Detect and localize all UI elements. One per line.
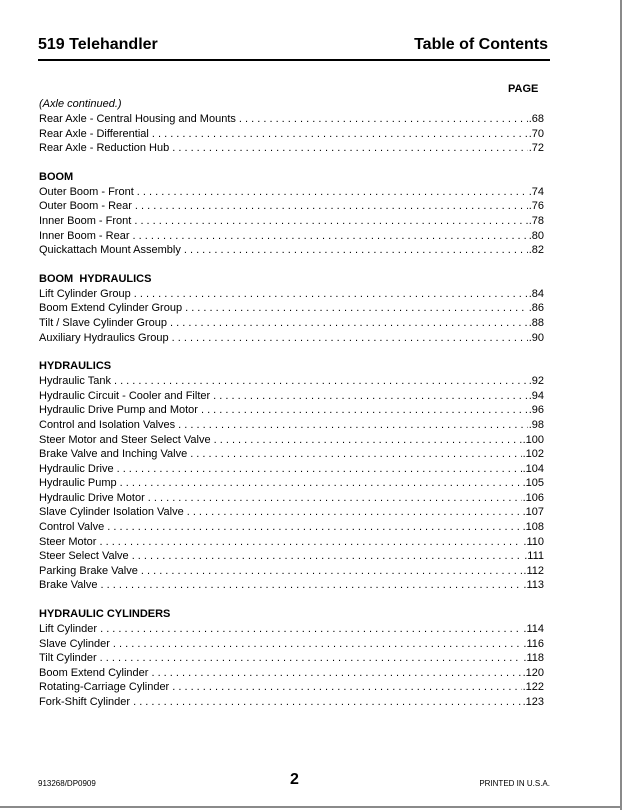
dot-leader: [213, 389, 528, 404]
toc-entry-page: .102: [522, 448, 544, 461]
toc-entry-label: Hydraulic Circuit - Cooler and Filter: [39, 389, 211, 402]
toc-entry[interactable]: [39, 505, 544, 520]
toc-entry[interactable]: [39, 695, 544, 710]
dot-leader: [141, 564, 523, 579]
toc-entry[interactable]: [39, 185, 544, 200]
toc-entry-label: Brake Valve and Inching Valve: [39, 448, 188, 461]
toc-entry-page: .104: [522, 462, 544, 475]
dot-leader: [134, 214, 527, 229]
table-of-contents: [39, 97, 544, 724]
toc-entry-page: .112: [523, 564, 544, 577]
toc-entry-page: .114: [523, 623, 544, 636]
dot-leader: [184, 243, 528, 258]
toc-entry[interactable]: [39, 637, 544, 652]
toc-group: [39, 272, 544, 345]
toc-entry-label: Outer Boom - Rear: [39, 200, 132, 213]
toc-entry-label: Lift Cylinder: [39, 623, 98, 636]
dot-leader: [137, 185, 528, 200]
toc-entry-label: Auxiliary Hydraulics Group: [39, 331, 169, 344]
toc-entry-page: .111: [524, 550, 544, 563]
toc-entry-page: .98: [528, 418, 544, 431]
dot-leader: [170, 316, 528, 331]
dot-leader: [152, 127, 528, 142]
toc-entry-label: Tilt Cylinder: [39, 652, 97, 665]
toc-entry[interactable]: [39, 491, 544, 506]
dot-leader: [239, 112, 528, 127]
toc-entry-page: .122: [522, 681, 544, 694]
toc-entry-label: Brake Valve: [39, 579, 98, 592]
toc-entry-page: .120: [522, 666, 544, 679]
toc-entry[interactable]: [39, 651, 544, 666]
dot-leader: [172, 680, 521, 695]
toc-entry-label: Hydraulic Pump: [39, 477, 117, 490]
page-column-label: PAGE: [508, 83, 539, 95]
toc-entry[interactable]: [39, 214, 544, 229]
dot-leader: [148, 491, 522, 506]
toc-entry[interactable]: [39, 403, 544, 418]
dot-leader: [190, 447, 521, 462]
toc-entry-label: Rear Axle - Differential: [39, 127, 149, 140]
toc-entry-label: Boom Extend Cylinder Group: [39, 302, 183, 315]
section-title: Table of Contents: [414, 36, 548, 53]
toc-entry-label: Lift Cylinder Group: [39, 287, 131, 300]
toc-entry[interactable]: [39, 680, 544, 695]
toc-entry[interactable]: [39, 535, 544, 550]
toc-entry-page: .94: [528, 389, 544, 402]
toc-entry[interactable]: [39, 141, 544, 156]
toc-entry-label: Hydraulic Drive Motor: [39, 491, 145, 504]
dot-leader: [120, 476, 522, 491]
header-divider: [38, 59, 550, 61]
dot-leader: [107, 520, 521, 535]
dot-leader: [172, 141, 527, 156]
toc-entry[interactable]: [39, 301, 544, 316]
toc-entry-label: Hydraulic Drive: [39, 462, 114, 475]
toc-entry-label: Tilt / Slave Cylinder Group: [39, 316, 167, 329]
toc-entry-label: Hydraulic Drive Pump and Motor: [39, 404, 198, 417]
toc-entry-label: Control Valve: [39, 521, 105, 534]
toc-entry-page: .68: [528, 113, 544, 125]
dot-leader: [135, 199, 528, 214]
toc-entry[interactable]: [39, 287, 544, 302]
toc-entry-label: Steer Motor: [39, 535, 97, 548]
toc-entry-label: Boom Extend Cylinder: [39, 666, 149, 679]
toc-entry-label: Steer Motor and Steer Select Valve: [39, 433, 211, 446]
toc-entry-label: Inner Boom - Front: [39, 214, 132, 227]
toc-entry-page: .116: [523, 637, 544, 650]
toc-entry[interactable]: [39, 564, 544, 579]
toc-entry-page: .70: [528, 127, 544, 140]
toc-entry-page: .78: [528, 214, 544, 227]
toc-entry[interactable]: [39, 433, 544, 448]
toc-group-heading: HYDRAULIC CYLINDERS: [39, 608, 171, 621]
toc-group-heading: BOOM HYDRAULICS: [39, 272, 152, 285]
page-header: [38, 36, 548, 58]
toc-entry-label: Quickattach Mount Assembly: [39, 244, 181, 257]
dot-leader: [132, 229, 527, 244]
dot-leader: [99, 535, 522, 550]
toc-entry-page: .118: [523, 652, 544, 665]
toc-group: [39, 607, 544, 710]
toc-entry[interactable]: [39, 666, 544, 681]
document-number: 913268/DP0909: [38, 779, 96, 788]
toc-entry-page: .113: [523, 579, 544, 592]
toc-entry-label: Inner Boom - Rear: [39, 229, 130, 242]
toc-entry-page: .110: [523, 535, 544, 548]
dot-leader: [132, 549, 524, 564]
toc-entry-page: .108: [522, 521, 544, 534]
page-number: 2: [290, 771, 299, 788]
toc-entry[interactable]: [39, 520, 544, 535]
toc-entry-page: .82: [528, 244, 544, 257]
toc-entry-label: Slave Cylinder Isolation Valve: [39, 506, 184, 519]
toc-entry[interactable]: [39, 418, 544, 433]
dot-leader: [117, 462, 522, 477]
toc-entry[interactable]: [39, 316, 544, 331]
toc-entry[interactable]: [39, 578, 544, 593]
page-edge-right: [620, 0, 622, 810]
continuation-note: (Axle continued.): [39, 98, 122, 110]
toc-entry-page: .106: [522, 491, 544, 504]
toc-entry-label: Slave Cylinder: [39, 637, 110, 650]
toc-group: [39, 170, 544, 258]
page-edge-bottom: [0, 806, 622, 808]
toc-entry-label: Outer Boom - Front: [39, 185, 134, 198]
toc-entry-page: .92: [528, 375, 544, 388]
toc-entry[interactable]: [39, 622, 544, 637]
toc-entry-label: Fork-Shift Cylinder: [39, 696, 131, 708]
toc-group-heading: HYDRAULICS: [39, 360, 112, 373]
dot-leader: [185, 301, 528, 316]
dot-leader: [178, 418, 528, 433]
toc-entry[interactable]: [39, 112, 544, 127]
toc-entry-page: .84: [528, 287, 544, 300]
toc-entry-page: .123: [522, 696, 544, 708]
toc-entry-label: Rear Axle - Reduction Hub: [39, 142, 170, 155]
dot-leader: [100, 651, 523, 666]
toc-group-heading: BOOM: [39, 170, 74, 183]
toc-entry-page: .105: [522, 477, 544, 490]
dot-leader: [134, 287, 528, 302]
dot-leader: [172, 331, 528, 346]
toc-entry-page: .76: [528, 200, 544, 213]
toc-entry-page: .80: [528, 229, 544, 242]
toc-entry-label: Rotating-Carriage Cylinder: [39, 681, 170, 694]
toc-entry-page: .96: [528, 404, 544, 417]
dot-leader: [133, 695, 522, 710]
dot-leader: [151, 666, 521, 681]
printed-in-notice: PRINTED IN U.S.A.: [479, 779, 550, 788]
toc-entry-page: .100: [522, 433, 544, 446]
dot-leader: [214, 433, 522, 448]
toc-entry[interactable]: [39, 374, 544, 389]
toc-entry-label: Parking Brake Valve: [39, 564, 138, 577]
toc-entry-page: .90: [528, 331, 544, 344]
toc-entry[interactable]: [39, 199, 544, 214]
toc-entry[interactable]: [39, 243, 544, 258]
toc-entry[interactable]: [39, 447, 544, 462]
toc-group: [39, 112, 544, 156]
toc-entry-page: .74: [528, 185, 544, 198]
toc-entry-label: Rear Axle - Central Housing and Mounts: [39, 113, 236, 125]
toc-entry-page: .72: [528, 142, 544, 155]
dot-leader: [100, 622, 522, 637]
toc-entry[interactable]: [39, 389, 544, 404]
document-title: 519 Telehandler: [38, 36, 158, 53]
toc-entry[interactable]: [39, 549, 544, 564]
page-footer: [38, 773, 550, 791]
dot-leader: [114, 374, 528, 389]
toc-entry[interactable]: [39, 476, 544, 491]
dot-leader: [113, 637, 522, 652]
toc-entry-label: Hydraulic Tank: [39, 375, 111, 388]
toc-entry-page: .107: [522, 506, 544, 519]
toc-entry-page: .88: [528, 316, 544, 329]
dot-leader: [101, 578, 523, 593]
toc-group: [39, 359, 544, 593]
toc-entry-label: Control and Isolation Valves: [39, 418, 176, 431]
toc-entry-label: Steer Select Valve: [39, 550, 129, 563]
toc-entry[interactable]: [39, 331, 544, 346]
dot-leader: [201, 403, 528, 418]
dot-leader: [187, 505, 522, 520]
toc-entry[interactable]: [39, 127, 544, 142]
toc-entry-page: .86: [528, 302, 544, 315]
toc-entry[interactable]: [39, 462, 544, 477]
toc-entry[interactable]: [39, 229, 544, 244]
